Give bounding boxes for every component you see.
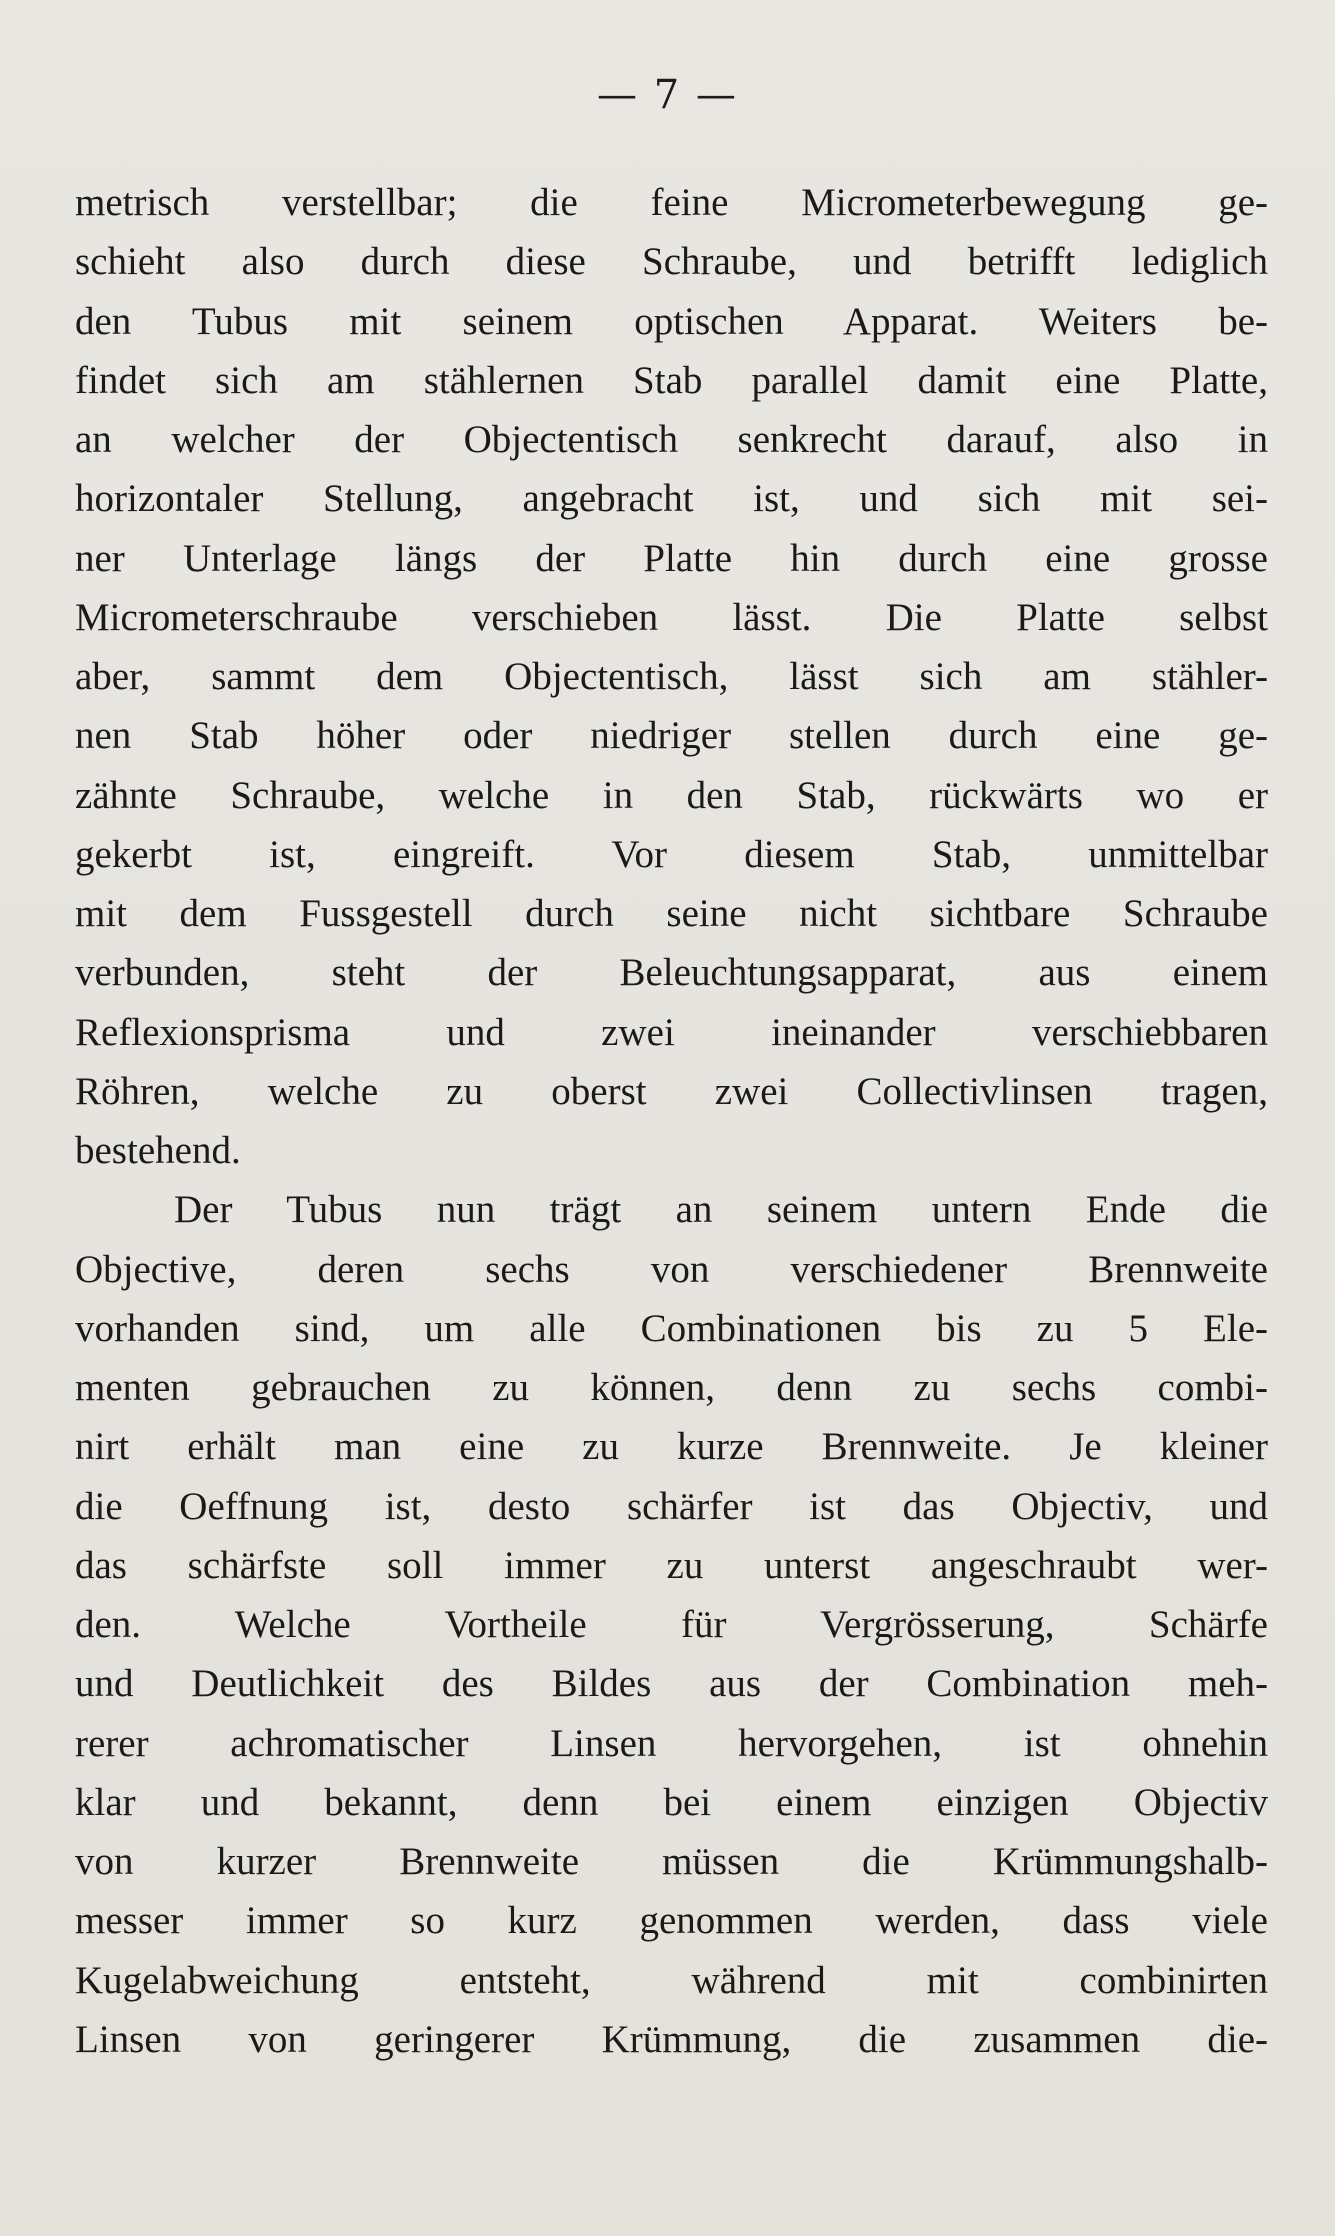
- paragraph-end-line: bestehend.: [75, 1129, 241, 1172]
- text-line: die Oeffnung ist, desto schärfer ist das Objectiv, und: [75, 1484, 1268, 1528]
- text-line: aber, sammt dem Objectentisch, lässt sich am stähler-: [75, 655, 1268, 698]
- text-line: vorhanden sind, um alle Combinationen bis zu 5 Ele-: [75, 1306, 1268, 1350]
- text-line: nirt erhält man eine zu kurze Brennweite. Je kleiner: [75, 1425, 1268, 1469]
- text-line: mit dem Fussgestell durch seine nicht sichtbare Schraube: [75, 892, 1268, 935]
- text-line: Linsen von geringerer Krümmung, die zusammen die-: [75, 2017, 1268, 2061]
- text-line: Micrometerschraube verschieben lässt. Die Platte selbst: [75, 595, 1268, 639]
- text-line: Kugelabweichung entsteht, während mit combinirten: [75, 1958, 1268, 2002]
- text-line: metrisch verstellbar; die feine Micrometerbewegung ge-: [75, 181, 1268, 224]
- text-line: menten gebrauchen zu können, denn zu sechs combi-: [75, 1366, 1268, 1409]
- text-line: Objective, deren sechs von verschiedener Brennweite: [75, 1247, 1268, 1291]
- text-line: horizontaler Stellung, angebracht ist, und sich mit sei-: [75, 477, 1268, 521]
- text-line: das schärfste soll immer zu unterst angeschraubt wer-: [75, 1543, 1268, 1587]
- text-line: klar und bekannt, denn bei einem einzigen Objectiv: [75, 1780, 1268, 1824]
- text-line: zähnte Schraube, welche in den Stab, rückwärts wo er: [75, 773, 1268, 817]
- text-line: rerer achromatischer Linsen hervorgehen, ist ohnehin: [75, 1721, 1268, 1765]
- text-line: den. Welche Vortheile für Vergrösserung, Schärfe: [75, 1603, 1268, 1646]
- text-line: an welcher der Objectentisch senkrecht darauf, also in: [75, 418, 1268, 461]
- text-line: Reflexionsprisma und zwei ineinander verschiebbaren: [75, 1010, 1268, 1054]
- text-line: gekerbt ist, eingreift. Vor diesem Stab, unmittelbar: [75, 832, 1268, 876]
- text-line: den Tubus mit seinem optischen Apparat. Weiters be-: [75, 299, 1268, 343]
- body-text: [75, 173, 1268, 2069]
- text-line: von kurzer Brennweite müssen die Krümmungshalb-: [75, 1840, 1268, 1883]
- text-line: messer immer so kurz genommen werden, dass viele: [75, 1899, 1268, 1943]
- text-line: Röhren, welche zu oberst zwei Collectivlinsen tragen,: [75, 1069, 1268, 1113]
- text-line: findet sich am stählernen Stab parallel damit eine Platte,: [75, 358, 1268, 402]
- text-line: ner Unterlage längs der Platte hin durch eine grosse: [75, 536, 1268, 580]
- text-line: nen Stab höher oder niedriger stellen durch eine ge-: [75, 714, 1268, 758]
- text-line: und Deutlichkeit des Bildes aus der Combination meh-: [75, 1662, 1268, 1706]
- text-line: schieht also durch diese Schraube, und betrifft lediglich: [75, 240, 1268, 284]
- text-line: verbunden, steht der Beleuchtungsapparat, aus einem: [75, 951, 1268, 995]
- paragraph-start-line: Der Tubus nun trägt an seinem untern Ende die: [174, 1188, 1268, 1232]
- page-number: — 7 —: [597, 72, 738, 118]
